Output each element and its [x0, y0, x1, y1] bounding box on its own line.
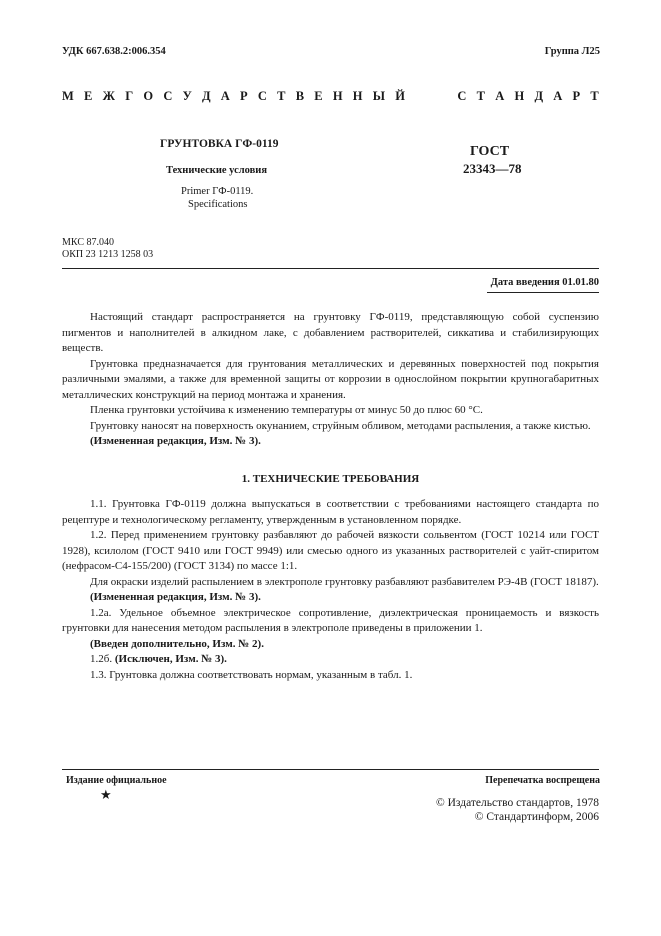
section1-block	[62, 497, 599, 683]
paragraph: Грунтовку наносят на поверхность окунанием, струйным обливом, методами распыления, а также кистью.	[90, 419, 591, 432]
amendment-note: (Измененная редакция, Изм. № 3).	[90, 591, 261, 603]
paragraph: 1.1. Грунтовка ГФ-0119 должна выпускаться в соответствии с требованиями настоящего стандарта по рецептуре и технологическому регламенту, утвержденным в установленном порядке.	[62, 498, 599, 526]
paragraph: 1.2. Перед применением грунтовку разбавляют до рабочей вязкости сольвентом (ГОСТ 10214 или ГОСТ 1928), ксилолом (ГОСТ 9410 или ГОСТ 9949) или смесью одного из указанных растворителей с уайт-спиритом (нефрасом-С4-155/200) (ГОСТ 3134) по массе 1:1.	[62, 529, 599, 572]
clause-number: 1.2б.	[90, 653, 113, 665]
paragraph: Грунтовка предназначается для грунтования металлических и деревянных поверхностей под покрытия различными эмалями, а также для временной защиты от коррозии в однослойном покрытии крупногабаритных металлических конструкций на период монтажа и хранения.	[62, 357, 599, 401]
letter: Ж	[102, 89, 115, 103]
letter: Т	[476, 89, 486, 103]
gost-label: ГОСТ	[470, 144, 510, 159]
document-title: ГРУНТОВКА ГФ-0119	[160, 138, 279, 150]
paragraph: Для окраски изделий распылением в электрополе грунтовку разбавляют разбавителем РЭ-4В (ГОСТ 18187).	[90, 575, 599, 588]
letter: Ы	[372, 89, 386, 103]
gost-number: 23343—78	[463, 161, 522, 176]
standard-type-heading	[62, 89, 599, 104]
reprint-notice: Перепечатка воспрещена	[485, 775, 600, 786]
mks-code: МКС 87.040	[62, 237, 114, 248]
letter: Т	[277, 89, 286, 103]
letter: У	[182, 89, 192, 103]
okp-code: ОКП 23 1213 1258 03	[62, 249, 154, 260]
footer-divider	[62, 769, 599, 770]
official-edition: Издание официальное	[66, 775, 167, 786]
letter: Е	[314, 89, 323, 103]
paragraph: 1.2а. Удельное объемное электрическое сопротивление, диэлектрическая проницаемость и вязкость грунтовки для нанесения методом распыления в электрополе приведены в приложении 1.	[62, 606, 599, 634]
letter: А	[495, 89, 505, 103]
letter: А	[553, 89, 563, 103]
document-subtitle-en: Specifications	[188, 199, 248, 210]
paragraph: Настоящий стандарт распространяется на грунтовку ГФ-0119, представляющую собой суспензию пигментов и наполнителей в алкидном лаке, с добавлением растворителей, сиккатива и стабилизирующих веществ.	[62, 311, 599, 354]
letter: С	[257, 89, 267, 103]
letter: Й	[395, 89, 405, 103]
udk-code: УДК 667.638.2:006.354	[62, 46, 166, 57]
intro-block	[62, 310, 599, 450]
letter: Н	[352, 89, 363, 103]
document-subtitle: Технические условия	[166, 165, 268, 176]
letter: Н	[332, 89, 343, 103]
amendment-note: (Измененная редакция, Изм. № 3).	[90, 435, 261, 447]
amendment-note: (Введен дополнительно, Изм. № 2).	[90, 637, 264, 650]
star-icon: ★	[100, 787, 112, 802]
letter: А	[220, 89, 230, 103]
copyright-2006: © Стандартинформ, 2006	[474, 811, 599, 823]
letter: М	[62, 89, 74, 103]
word-gap	[415, 89, 447, 104]
paragraph	[62, 652, 599, 668]
intro-date-label: Дата введения	[490, 277, 560, 288]
letter: В	[295, 89, 305, 103]
letter: С	[163, 89, 173, 103]
letter: О	[143, 89, 154, 103]
copyright-1978: © Издательство стандартов, 1978	[435, 797, 599, 809]
letter: Т	[590, 89, 599, 103]
paragraph: Пленка грунтовки устойчива к изменению температуры от минус 50 до плюс 60 °С.	[90, 404, 483, 416]
section-heading: 1. ТЕХНИЧЕСКИЕ ТРЕБОВАНИЯ	[241, 473, 420, 485]
amendment-note: (Исключен, Изм. № 3).	[114, 653, 227, 665]
letter: Г	[125, 89, 134, 103]
document-title-en: Primer ГФ-0119.	[181, 186, 254, 197]
intro-date	[491, 277, 599, 288]
letter: Д	[201, 89, 211, 103]
intro-date-value: 01.01.80	[562, 277, 599, 288]
letter: Д	[534, 89, 544, 103]
letter: Р	[240, 89, 248, 103]
group-code: Группа Л25	[544, 46, 600, 57]
letter: Р	[572, 89, 581, 103]
header-divider	[62, 268, 599, 269]
letter: Н	[514, 89, 525, 103]
date-underline	[487, 292, 599, 293]
letter: С	[457, 89, 467, 103]
paragraph: 1.3. Грунтовка должна соответствовать нормам, указанным в табл. 1.	[90, 668, 413, 681]
letter: Е	[84, 89, 93, 103]
